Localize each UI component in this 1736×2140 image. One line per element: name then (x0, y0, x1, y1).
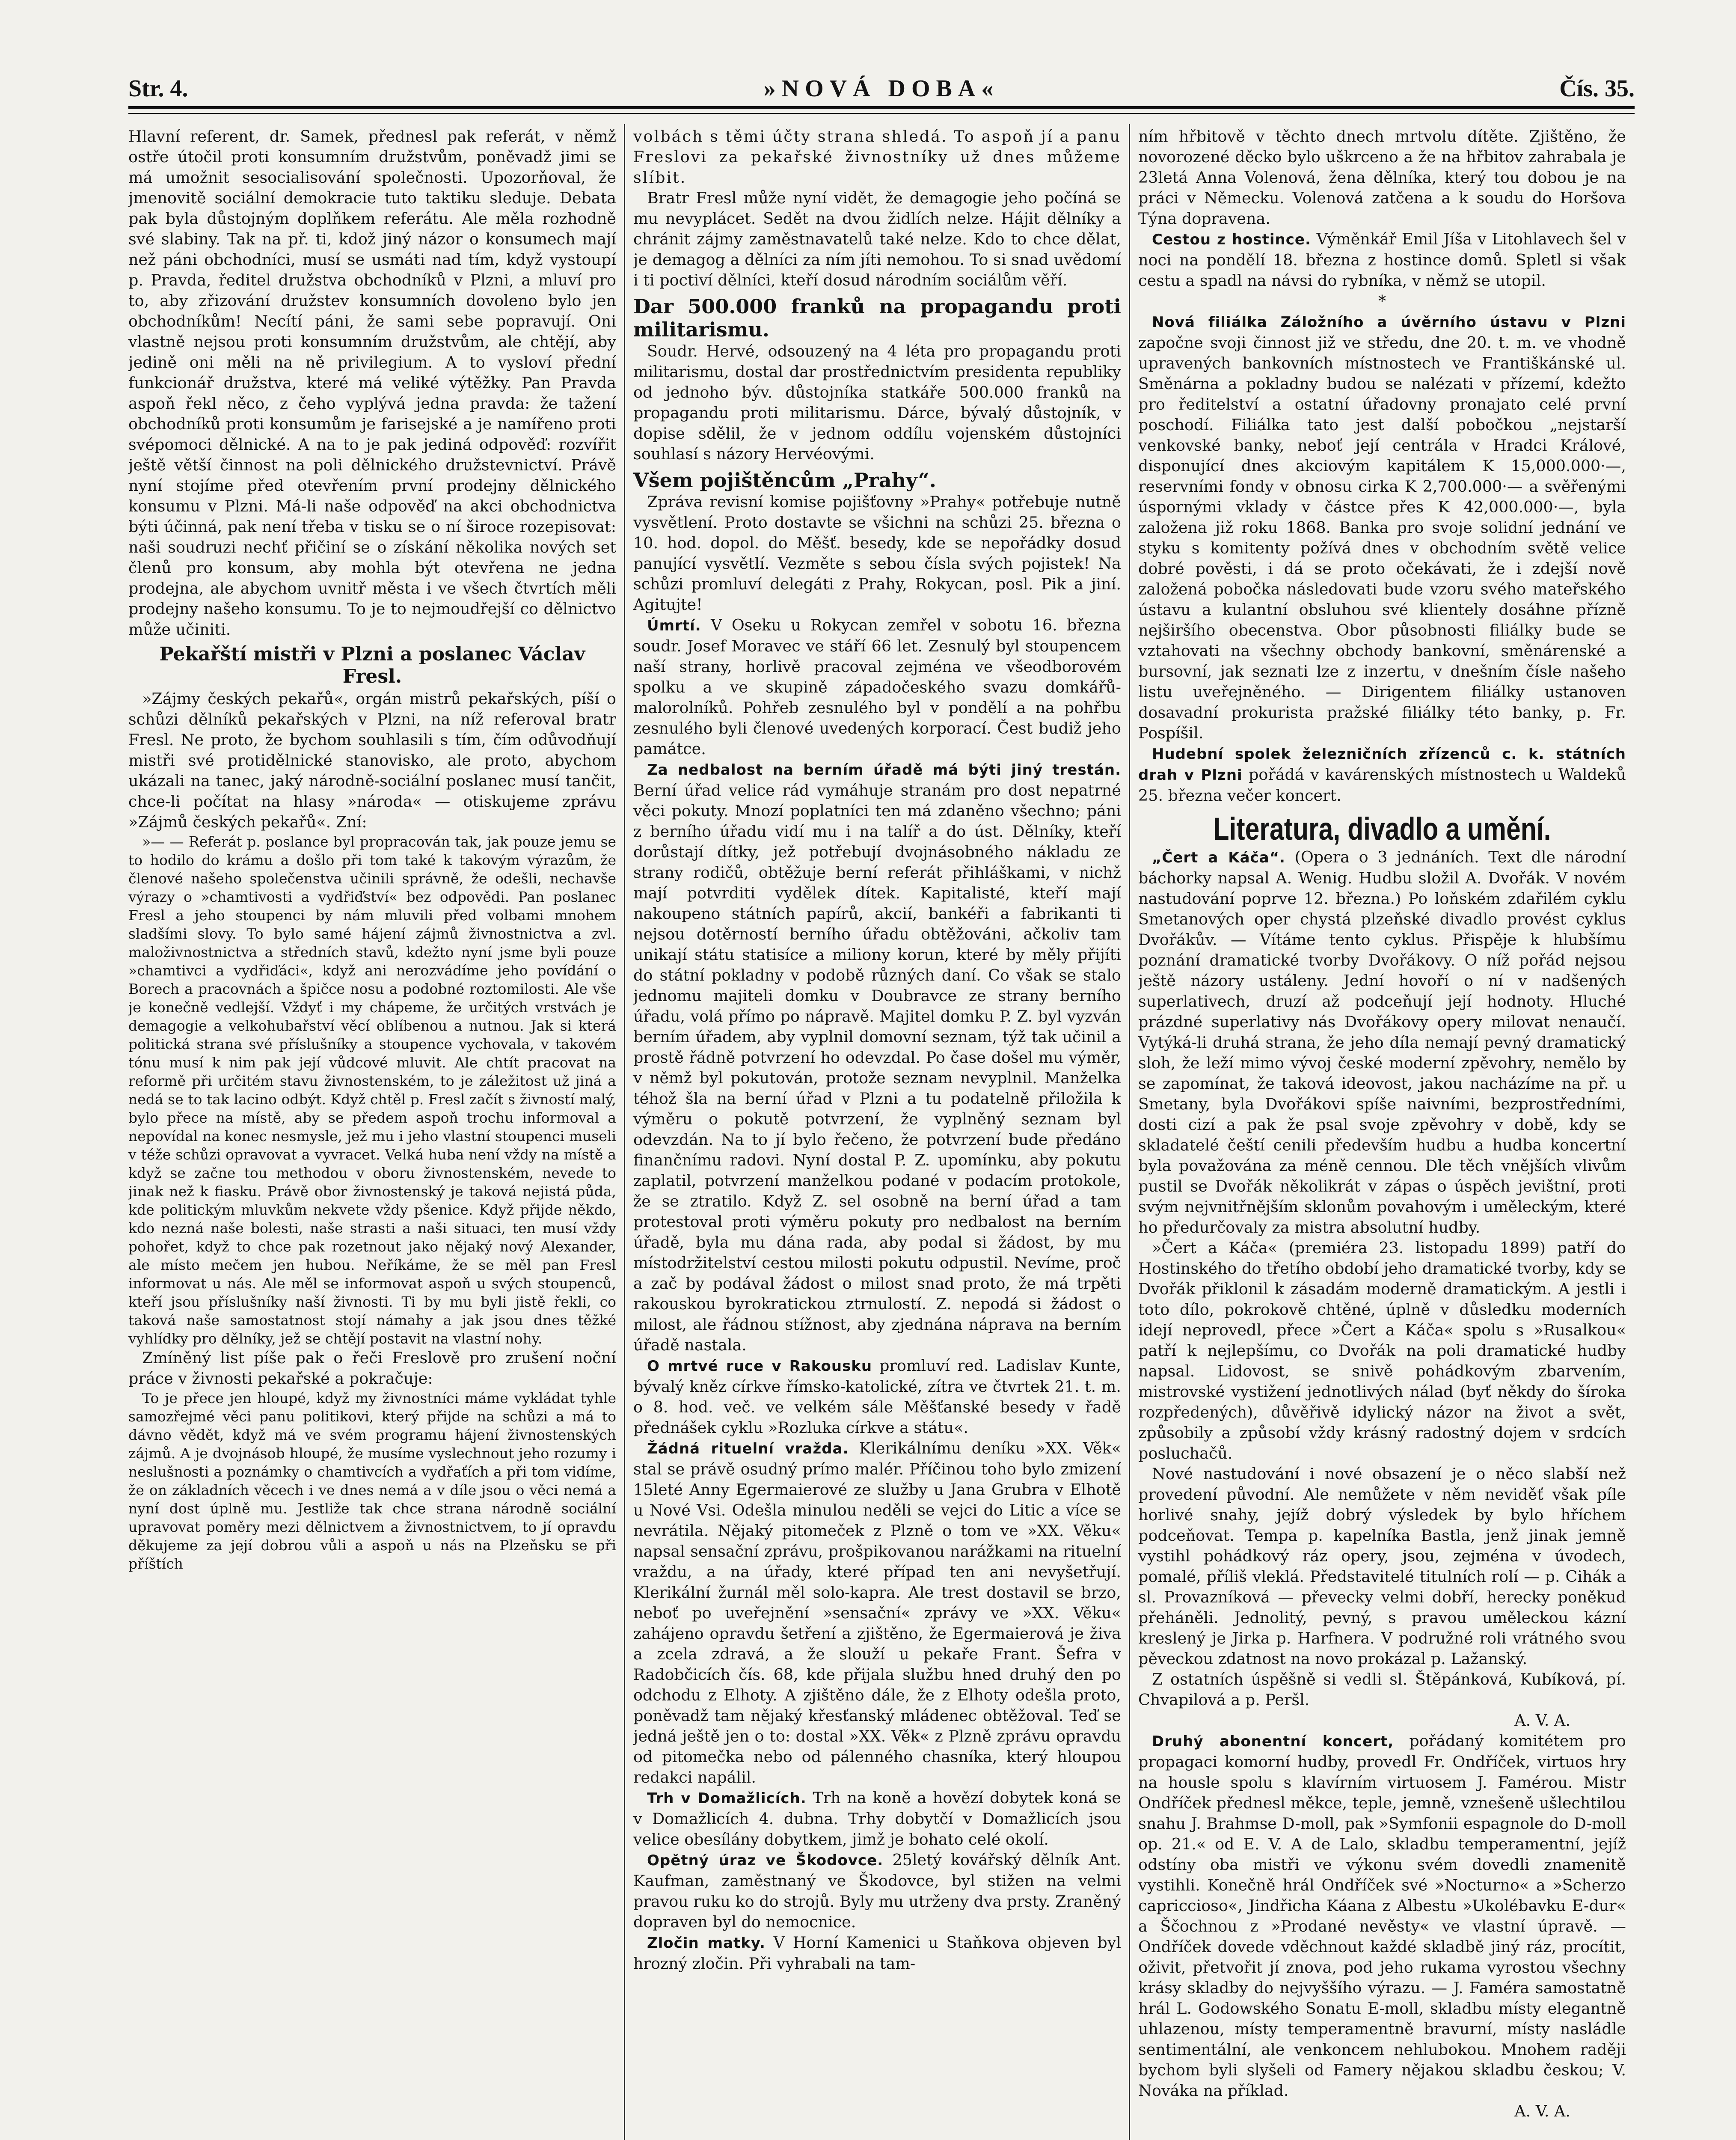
quoted-paragraph: To je přece jen hloupé, když my živnostníci máme vykládat tyhle samozřejmé věci panu politikovi, který přijde na schůzi a má to dávno vědět, když má ve svém programu hájení živnostenských zájmů. A je dvojnásob hloupé, že musíme vyslechnout jeho rozumy i neslušnosti a poznámky o chamtivcích a vydřaťích a při tom vidíme, že on základních věcech i ve dnes nemá a v díle jsou o věci nemá a nyní dost úplně mu. Jestliže tak chce strana národně sociální upravovat poměry mezi dělnictvem a živnostnictvem, to jí opravdu děkujeme za její dobrou vůli a aspoň u nás na Plzeňsku se při příštích (128, 1390, 616, 1572)
news-text: V Oseku u Rokycan zemřel v sobotu 16. března soudr. Josef Moravec ve stáří 66 let. Zesnulý byl stoupencem naší strany, horlivě pracoval zejména ve všeodborovém spolku a ve skupině západočeského svazu domkářů-malorolníků. Pohřeb zesnulého byl v pondělí a na pohřbu zesnulého byli členové uvedených korporací. Čest budiž jeho památce. (633, 616, 1121, 758)
article-paragraph: Zpráva revisní komise pojišťovny »Prahy« potřebuje nutně vysvětlení. Proto dostavte se všichni na schůzi 25. března o 10. hod. dopol. do Měšť. besedy, kde se nepořádky dosud panující vysvětlí. Vezměte s sebou čísla svých pojistek! Na schůzi promluví delegáti z Prahy, Rokycan, posl. Pik a jiní. Agitujte! (633, 493, 1121, 614)
column-2 (633, 126, 1121, 2140)
issue-number: Čís. 35. (1559, 75, 1635, 102)
news-kicker: O mrtvé ruce v Rakousku (647, 1358, 872, 1375)
news-item (633, 1355, 1121, 1438)
article-paragraph: Nové nastudování i nové obsazení je o něco slabší než provedení původní. Ale nemůžete v něm neviděť však píle horlivé snahy, jejíž dobrý výsledek by bylo hříchem podceňovat. Tempa p. kapelníka Bastla, jenž jinak jemně vystihl pohádkový ráz opery, jsou, zejména v úvodech, pomalé, příliš vleklá. Představitelé titulních rolí — p. Cihák a sl. Provazníková — převecky velmi dobří, herecky poněkud přeháněli. Jednolitý, pevný, s pravou uměleckou kázní kreslený je Jirka p. Harfnera. V podružné roli vrátného svou pěveckou zdatnost na novo prokázal p. Lažanský. (1138, 1465, 1626, 1668)
article-paragraph: »Zájmy českých pekařů«, orgán mistrů pekařských, píší o schůzi dělníků pekařských v Plzni, na níž referoval bratr Fresl. Ne proto, že bychom souhlasili s tím, čím odůvodňují mistři své protidělnické stanovisko, ale proto, abychom ukázali na tanec, jaký národně-sociální poslanec musí tančit, chce-li počítat na hlasy »národa« — otiskujeme zprávu »Zájmů českých pekařů«. Zní: (128, 690, 616, 831)
column-3 (1138, 126, 1626, 2140)
news-text: pořádá v kavárenských místnostech u Waldeků 25. března večer koncert. (1138, 765, 1626, 805)
news-text: Berní úřad velice rád vymáhuje stranám pro dost nepatrné věci pokuty. Mnozí poplatníci ten má zdaněno všechno; páni z berního úřadu vidí mu i na talíř a do úst. Dělníky, kteří dorůstají dítky, jež potřebují dvojnásobného nákladu ze strany rodičů, obtěžuje berní referát přihláškami, v nichž mají potvrditi vydělek dítek. Kapitalisté, kteří mají nakoupeno státních papírů, akcií, bankéři a fabrikanti ti nejsou dotěrností berního úřadu obtěžováni, ačkoliv tam unikají státu statisíce a miliony korun, které by měly přijíti do státní pokladny v podobě různých daní. Co však se stalo jednomu majiteli domku v Doubravce ze strany berního úřadu, volá přímo po nápravě. Majitel domku P. Z. byl vyzván berním úřadem, aby vyplnil domovní seznam, týž tak učinil a prostě řádně potvrzení ho odevzdal. Po čase došel mu výměr, v němž byl pokutován, protože seznam nevyplnil. Manželka téhož šla na berní úřad v Plzni a tu podatelně přiložila k výměru o pokutě potvrzení, že vyplněný seznam byl odevzdán. Na to jí bylo řečeno, že potvrzení bude předáno finančnímu radovi. Nyní dostal P. Z. upomínku, aby pokutu zaplatil, potvrzení manželkou podané v podacím protokole, že se ztratilo. Když Z. sel osobně na berní úřad a tam protestoval proti výměru pokuty pro nedbalost na berním úřadě, byla mu dána rada, aby podal si žádost, by mu místodržitelství cestou milosti pokutu odpustil. Nevíme, proč a zač by podával žádost o milost snad proto, že má trpěti rakouskou byrokratickou ztrnulostí. Z. nepodá si žádost o milost, ale řádnou stížnost, aby zjednána náprava na berním úřadě nastala. (633, 781, 1121, 1354)
news-item (633, 1850, 1121, 1932)
news-kicker: Za nedbalost na berním úřadě má býti jiný trestán. (647, 761, 1121, 779)
header-rule (128, 106, 1635, 114)
column-divider (624, 124, 625, 2140)
news-item (1138, 312, 1626, 743)
article-paragraph: Soudr. Hervé, odsouzený na 4 léta pro propagandu proti militarismu, dostal dar prostřednictvím presidenta republiky od jednoho býv. důstojníka statkáře 500.000 franků na propagandu proti militarismu. Dárce, bývalý důstojník, v dopise sdělil, že v jednom oddílu vojenském důstojníci souhlasí s názory Hervéovými. (633, 342, 1121, 463)
page-header (128, 75, 1635, 105)
author-signature: A. V. A. (1514, 1711, 1570, 1730)
news-text: Klerikálnímu deníku »XX. Věk« stal se právě osudný prímo malér. Příčinou toho bylo zmizení 15leté Anny Egermaierové ze služby u Jana Grubra v Elhotě u Nové Vsi. Odešla minulou neděli se vejci do Litic a více se nevrátila. Nějaký pitomeček z Plzně o tom ve »XX. Věku« napsal sensační zprávu, prošpikovanou narážkami na rituelní vraždu, a na úřady, které případ ten ani nevyšetřují. Klerikální žurnál měl solo-kapra. Ale trest dostavil se brzo, neboť po uveřejnění »sensační« zprávy ve »XX. Věku« zahájeno opravdu šetření a zjištěno, že Egermaierová je živa a zcela zdravá, a že slouží u pekaře Frant. Šefra v Radobčicích čís. 68, kde přijala službu hned druhý den po odchodu z Elhoty. A zjištěno dále, že z Elhoty odešla proto, poněvadž tam nějaký křesťanský mládenec obtěžoval. Teď se jedná ještě jen o to: dostal »XX. Věk« z Plzně zprávu opravdu od pitomečka nebo od pálenného chasníka, který hloupou redakci napálil. (633, 1439, 1121, 1786)
news-item (1138, 743, 1626, 806)
review-kicker: Druhý abonentní koncert, (1152, 1733, 1394, 1750)
review-text: pořádaný komitétem pro propagaci komorní hudby, provedl Fr. Ondříček, virtuos hry na housle spolu s klavírním virtuosem J. Famérou. Mistr Ondříček přednesl měkce, teple, jemně, vznešeně ušlechtilou snahu J. Brahmse D-moll, pak »Symfonii espagnole do D-moll op. 21.« od E. V. A de Lalo, skladbu temperamentní, jejíž odstíny oba mistři ve výkonu svém dovedli znamenitě vystihli. Konečně hrál Ondříček své »Nocturno« a »Scherzo capriccioso«, Jindřicha Káana z Albestu »Ukolébavku E-dur« a Ščochnou z »Prodané nevěsty« ve vlastní úpravě. — Ondříček dovede vděchnout každé skladbě jiný ráz, procítit, oživit, přetvořit jí znova, pod jeho rukama vyrostou všechny krásy skladby do nejvyššího výrazu. — J. Faméra samostatně hrál L. Godowského Sonatu E-moll, skladbu místy elegantně uhlazenou, místy temperamentně bravurní, místy nasládle sentimentální, ale venkoncem nehlubokou. Mnohem raději bychom byli slyšeli od Famery nějakou skladbu českou; V. Nováka na příklad. (1138, 1732, 1626, 2100)
news-item (633, 615, 1121, 759)
article-headline: Dar 500.000 franků na propagandu proti militarismu. (633, 295, 1121, 341)
article-paragraph: Bratr Fresl může nyní vidět, že demagogie jeho počíná se mu nevyplácet. Sedět na dvou židlích nelze. Hájit dělníky a chránit zájmy zaměstnavatelů také nelze. Kdo to chce dělat, je demagog a dělníci za ním jíti nemohou. To si snad uvědomí i ti poctiví dělníci, kteří dosud národním sociálům věří. (633, 189, 1121, 289)
news-text: Výměnkář Emil Jíša v Litohlavech šel v noci na pondělí 18. března z hostince domů. Spletl si však cestu a spadl na návsi do rybníka, v němž se utopil. (1138, 230, 1626, 290)
article-headline: Pekařští mistři v Plzni a poslanec Václav Fresl. (159, 643, 585, 687)
article-paragraph: volbách s těmi účty strana shledá. To aspoň jí a panu Freslovi za pekařské živnostníky už dnes můžeme slíbit. (633, 127, 1121, 187)
news-kicker: Cestou z hostince. (1152, 231, 1311, 248)
article-paragraph: Zmíněný list píše pak o řeči Freslově pro zrušení noční práce v živnosti pekařské a pokračuje: (128, 1349, 616, 1388)
article-paragraph: Hlavní referent, dr. Samek, přednesl pak referát, v němž ostře útočil proti konsumním družstvům, poněvadž jimi se má umožnit sesocialisování společnosti. Upozorňoval, že jmenovitě sociální demokracie tuto taktiku sleduje. Debata pak byla důstojným doplňkem referátu. Ale měla rozhodně své slabiny. Tak na př. ti, kdož jiný názor o konsumech mají než páni obchodníci, musí se usmáti nad tím, když vystoupí p. Pravda, ředitel družstva obchodníků v Plzni, a mluví pro to, aby zřizování družstev konsumních dovoleno bylo jen obchodníkům! Necítí páni, že sami sebe popravují. Oni vlastně nejsou proti konsumním družstvům, ale chtějí, aby jedině oni měli na ně privilegium. A to vysloví přední funkcionář družstva, které má veliké výtěžky. Pan Pravda aspoň řekl něco, z čeho vyplývá jedna pravda: že tažení obchodníků proti konsumům je farisejské a je namířeno proti svépomoci dělnické. A na to je pak jediná odpověď: rozvířit ještě větší činnost na poli dělnického družstevnictví. Právě nyní stojíme před otevřením první prodejny dělnického konsumu v Plzni. Má-li naše odpověď na akci obchodnictva býti účinná, pak není třeba v tisku se o ní široce rozepisovat: naši soudruzi nechť přičiní se o získání několika nových set členů pro konsum, aby mohla být otevřena ne jedna prodejna, ale abychom uvnitř města i ve všech čtvrtích měli prodejny našeho konsumu. To je to nejmoudřejší co dělnictvo může učiniti. (128, 127, 616, 639)
news-kicker: Nová filiálka Záložního a úvěrního ústavu v Plzni (1152, 314, 1626, 331)
news-item (1138, 229, 1626, 291)
review-kicker: „Čert a Káča“. (1152, 849, 1285, 866)
news-text: Trh na koně a hovězí dobytek koná se v Domažlicích 4. dubna. Trhy dobytčí v Domažlicích jsou velice obesílány dobytkem, jimž je bohato celé okolí. (633, 1789, 1121, 1849)
author-signature: A. V. A. (1514, 2102, 1570, 2120)
news-item (633, 759, 1121, 1355)
news-kicker: Hudební spolek železničních zřízenců c. k. státních drah v Plzni (1138, 746, 1626, 784)
article-paragraph: Z ostatních úspěšně si vedli sl. Štěpánková, Kubíková, pí. Chvapilová a p. Peršl. (1138, 1670, 1626, 1709)
section-heading: Literatura, divadlo a umění. (1213, 811, 1551, 847)
article-paragraph: ním hřbitově v těchto dnech mrtvolu dítěte. Zjištěno, že novorozené děcko bylo uškrceno a že na hřbitov zahrabala je 23letá Anna Volenová, žena dělníka, který tou dobou je na práci v Německu. Volenová zatčena a k soudu do Horšova Týna dopravena. (1138, 127, 1626, 228)
quoted-paragraph: »— — Referát p. poslance byl propracován tak, jak pouze jemu se to hodilo do krámu a došlo při tom také k takovým výrazům, že členové našeho společenstva učinili správně, že odešli, nechavše výrazy o »chamtivosti a vydřiďství« bez odpovědi. Pan poslanec Fresl a jeho stoupenci by nám mluvili před volbami mnohem sladšími slovy. To bylo samé hájení zájmů živnostnictva a zvl. maloživnostnictva a středních stavů, kdežto nyní jsme byli pouze »chamtivci a vydřiďáci«, když ani nerozvádíme jeho povídání o Borech a pracovnách a špičce nosu a podobné roztomilosti. Ale vše je konečně vedlejší. Vždyť i my chápeme, že určitých vrstvách je demagogie a velkohubařství věcí oblíbenou a nutnou. Jak si která politická strana své příslušníky a stoupence vychovala, v takovém tónu musí k nim pak její vůdcové mluvit. Ale chtít pracovat na reformě při určitém stavu živnostenském, to je záležitost už jiná a nedá se to tak lacino odbýt. Když chtěl p. Fresl začít s živností malý, bylo přece na místě, aby se předem aspoň trochu informoval a nepovídal na konec nesmysle, jež mu i jeho vlastní stoupenci museli v téže schůzi opravovat a vyvracet. Velká huba není vždy na místě a když se začne tou methodou v oboru živnostenském, nevede to jinak než k fiasku. Právě obor živnostenský je taková nejistá půda, kde politickým mluvkům nekvete vždy pšenice. Když přijde někdo, kdo nezná naše bolesti, naše strasti a naši situaci, ten musí vždy pohořet, když to chce pak rozetnout jako nějaký nový Alexander, ale místo mečem jen hubou. Neříkáme, že se měl pan Fresl informovat u nás. Ale měl se informovat aspoň u svých stoupenců, kteří jsou příslušníky naší živnosti. Ti by mu byli jistě řekli, co taková naše samostatnost stojí námahy a jak jsou dnes těžké vyhlídky pro dělníky, jež se chtějí postavit na vlastní nohy. (128, 833, 616, 1347)
article-headline: Všem pojištěncům „Prahy“. (633, 469, 936, 492)
page-number: Str. 4. (128, 75, 188, 102)
column-divider (1129, 124, 1130, 2140)
separator-star: * (1378, 292, 1386, 310)
news-kicker: Opětný úraz ve Škodovce. (647, 1852, 884, 1869)
news-text: 25letý kovářský dělník Ant. Kaufman, zaměstnaný ve Škodovce, byl stižen na velmi pravou ruku ko do strojů. Byly mu utrženy dva prsty. Zraněný dopraven byl do nemocnice. (633, 1851, 1121, 1931)
review-item (1138, 847, 1626, 1238)
masthead-title: »NOVÁ DOBA« (763, 75, 1000, 102)
review-item (1138, 1731, 1626, 2101)
column-1 (128, 126, 616, 2140)
news-item (633, 1438, 1121, 1788)
news-text: promluví red. Ladislav Kunte, bývalý kněz církve římsko-katolické, zítra ve čtvrtek 21. t. m. o 8. hod. več. ve velkém sále Měšťanské besedy v řadě přednášek cyklu »Rozluka církve a státu«. (633, 1356, 1121, 1437)
news-item (633, 1788, 1121, 1850)
news-kicker: Zločin matky. (647, 1935, 766, 1952)
article-paragraph: »Čert a Káča« (premiéra 23. listopadu 1899) patří do Hostinského do třetího období jeho dramatické tvorby, kdy se Dvořák přiklonil k zásadám moderně dramatickým. A jestli i toto dílo, pokrokově chtěné, úplně v důsledku moderních idejí neprovedl, přece »Čert a Káča« spolu s »Rusalkou« patří k nejlepšímu, co Dvořák na poli dramatické hudby napsal. Lidovost, se snivě pohádkovým zbarvením, mistrovské vystižení jednotlivých nálad (byť někdy do šíroka rozpředených), důvěřivě idylický názor na život a svět, způsobily a způsobí vždy krásný radostný dojem v srdcích posluchačů. (1138, 1239, 1626, 1462)
news-text: V Horní Kamenici u Staňkova objeven byl hrozný zločin. Při vyhrabali na tam- (633, 1933, 1121, 1973)
news-kicker: Trh v Domažlicích. (647, 1790, 807, 1807)
news-item (633, 1932, 1121, 1974)
review-text: (Opera o 3 jednáních. Text dle národní báchorky napsal A. Wenig. Hudbu složil A. Dvořák. V novém nastudování poprve 12. března.) Po loňském zdařilém cyklu Smetanových oper chystá plzeňské divadlo provést cyklus Dvořákův. — Vítáme tento cyklus. Přispěje k hlubšímu poznání dramatické tvorby Dvořákovy. O níž pořád nejsou ještě názory ustáleny. Jední hovoří o ní v nadšených superlativech, druzí až podceňují její hodnoty. Hluché prázdné superlativy nás Dvořákovy opery milovat nenaučí. Vytýká-li druhá strana, že jeho díla nemají pevný dramatický sloh, že leží mimo vývoj české moderní zpěvohry, nemělo by se zapomínat, že taková ideovost, jakou nacházíme na př. u Smetany, byla Dvořákovi spíše naivními, bezprostředními, dosti cizí a pak že psal svoje zpěvohry v době, kdy se skladatelé čeští cenili především hudbu a hudba koncertní byla považována za méně cennou. Dle těch vnějších vlivům pustil se Dvořák několikrát v zápas o úspěch jevištní, proti svým nejvnitřnějším sklonům povahovým i uměleckým, které ho předurčovaly za mistra absolutní hudby. (1138, 848, 1626, 1236)
news-kicker: Úmrtí. (647, 617, 701, 634)
news-kicker: Žádná rituelní vražda. (647, 1440, 849, 1457)
news-text: započne svoji činnost již ve středu, dne 20. t. m. ve vhodně upravených bankovních místnostech ve Františkánské ul. Směnárna a pokladny budou se nalézati v přízemí, kdežto pro ředitelství a ostatní úřadovny pronajato celé první poschodí. Filiálka tato jest další pobočkou „nejstarší venkovské banky, neboť její centrála v Hradci Králové, disponující dnes akciovým kapitálem K 15,000.000·—, reservními fondy v obnosu cirka K 2,700.000·— a svěřenými úspornými vklady v částce přes K 42,000.000·—, byla založena již roku 1868. Banka pro svoje solidní jednání ve styku s komitenty požívá dnes v obchodním světě velice dobré pověsti, i dá se proto očekávati, že i zdejší nově založená pobočka následovati bude vzoru svého mateřského ústavu a kulantní obsluhou své klientely dosáhne přízně nejširšího obecenstva. Obor působnosti filiálky bude se vztahovati na všechny obchody bankovní, směnárenské a bursovní, jak seznati lze z inzertu, v dnešním čísle našeho listu uveřejněného. — Dirigentem filiálky ustanoven dosavadní prokurista pražské filiálky této banky, p. Fr. Pospíšil. (1138, 333, 1626, 742)
